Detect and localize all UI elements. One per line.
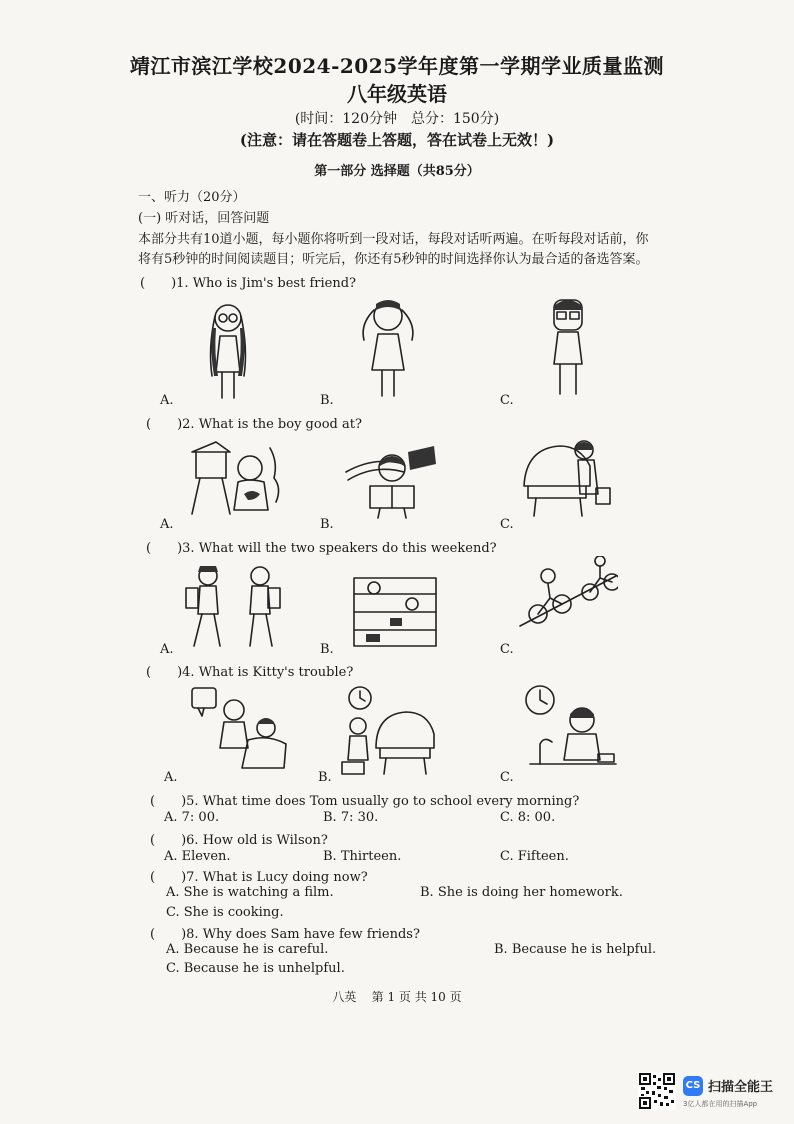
question-6 — [150, 829, 328, 848]
question-text: 8. Why does Sam have few friends? — [186, 927, 420, 942]
option-c[interactable]: C. Because he is unhelpful. — [166, 961, 345, 976]
option-b[interactable]: B. Because he is helpful. — [494, 942, 657, 957]
shopping-illustration — [350, 568, 440, 650]
option-b[interactable]: B. — [320, 517, 334, 532]
question-4 — [146, 661, 353, 680]
time-info: (时间：120分钟 总分：150分) — [294, 111, 500, 127]
option-a[interactable]: A. Eleven. — [164, 849, 231, 864]
question-8 — [150, 923, 420, 942]
clock-piano-illustration — [336, 684, 440, 776]
option-b[interactable]: B. — [320, 642, 334, 657]
qr-code-icon — [638, 1072, 676, 1110]
answer-paren[interactable]: ( ) — [140, 276, 177, 291]
question-5 — [150, 790, 579, 809]
question-2 — [146, 413, 362, 432]
option-a[interactable]: A. She is watching a film. — [166, 885, 334, 900]
answer-paren[interactable]: ( ) — [150, 870, 187, 885]
option-b[interactable]: B. Thirteen. — [323, 849, 402, 864]
question-text: 6. How old is Wilson? — [186, 833, 328, 848]
option-a[interactable]: A. 7: 00. — [164, 810, 220, 825]
question-7 — [150, 866, 368, 885]
camscanner-tagline: 3亿人都在用的扫描App — [683, 1100, 758, 1108]
exam-subtitle: 八年级英语 — [347, 82, 447, 106]
option-a[interactable]: A. — [160, 393, 174, 408]
instruction-line-1: 本部分共有10道小题，每小题你将听到一段对话，每段对话听两遍。在听每段对话前，你 — [138, 232, 649, 247]
option-c[interactable]: C. — [500, 642, 514, 657]
question-text: 1. Who is Jim's best friend? — [176, 276, 357, 291]
instruction-line-2: 将有5秒钟的时间阅读题目；听完后，你还有5秒钟的时间选择你认为最合适的备选答案。 — [138, 252, 649, 267]
cycling-illustration — [518, 556, 618, 634]
page-footer — [0, 988, 794, 1005]
option-c[interactable]: C. Fifteen. — [500, 849, 569, 864]
camscanner-name: 扫描全能王 — [708, 1080, 774, 1095]
answer-paren[interactable]: ( ) — [150, 927, 187, 942]
part-heading: 第一部分 选择题（共85分） — [314, 164, 480, 179]
boy-glasses-illustration — [540, 294, 596, 400]
question-text: 2. What is the boy good at? — [182, 417, 362, 432]
question-text: 4. What is Kitty's trouble? — [182, 665, 354, 680]
option-c[interactable]: C. 8: 00. — [500, 810, 556, 825]
question-text: 3. What will the two speakers do this weekend? — [182, 541, 497, 556]
option-b[interactable]: B. 7: 30. — [323, 810, 379, 825]
hiking-illustration — [180, 562, 284, 650]
option-b[interactable]: B. — [318, 770, 332, 785]
girl-glasses-illustration — [198, 298, 258, 402]
painting-illustration — [186, 438, 286, 520]
option-c[interactable]: C. — [500, 770, 514, 785]
answer-paren[interactable]: ( ) — [146, 541, 183, 556]
sick-in-bed-illustration — [188, 684, 288, 776]
option-a[interactable]: A. — [164, 770, 178, 785]
option-b[interactable]: B. She is doing her homework. — [420, 885, 623, 900]
answer-paren[interactable]: ( ) — [146, 665, 183, 680]
girl-pigtails-illustration — [356, 294, 420, 402]
footer-page-number: 第 1 页 共 10 页 — [371, 990, 462, 1004]
section-heading: 一、听力（20分） — [138, 190, 246, 205]
option-a[interactable]: A. — [160, 517, 174, 532]
piano-illustration — [520, 436, 616, 520]
notice: (注意：请在答题卷上答题，答在试卷上无效！) — [239, 131, 555, 149]
exam-title: 靖江市滨江学校2024-2025学年度第一学期学业质量监测 — [129, 54, 665, 78]
option-a[interactable]: A. Because he is careful. — [166, 942, 329, 957]
footer-subject: 八英 — [332, 990, 357, 1004]
question-text: 7. What is Lucy doing now? — [186, 870, 368, 885]
option-c[interactable]: C. She is cooking. — [166, 905, 284, 920]
option-c[interactable]: C. — [500, 517, 514, 532]
camscanner-logo-icon: CS — [683, 1076, 703, 1096]
sub-heading: (一) 听对话，回答问题 — [138, 211, 270, 226]
answer-paren[interactable]: ( ) — [146, 417, 183, 432]
option-b[interactable]: B. — [320, 393, 334, 408]
question-1 — [140, 272, 356, 291]
answer-paren[interactable]: ( ) — [150, 794, 187, 809]
question-3 — [146, 537, 497, 556]
answer-paren[interactable]: ( ) — [150, 833, 187, 848]
singing-illustration — [344, 442, 440, 520]
option-c[interactable]: C. — [500, 393, 514, 408]
clock-homework-illustration — [520, 684, 618, 776]
option-a[interactable]: A. — [160, 642, 174, 657]
question-text: 5. What time does Tom usually go to school every morning? — [186, 794, 580, 809]
